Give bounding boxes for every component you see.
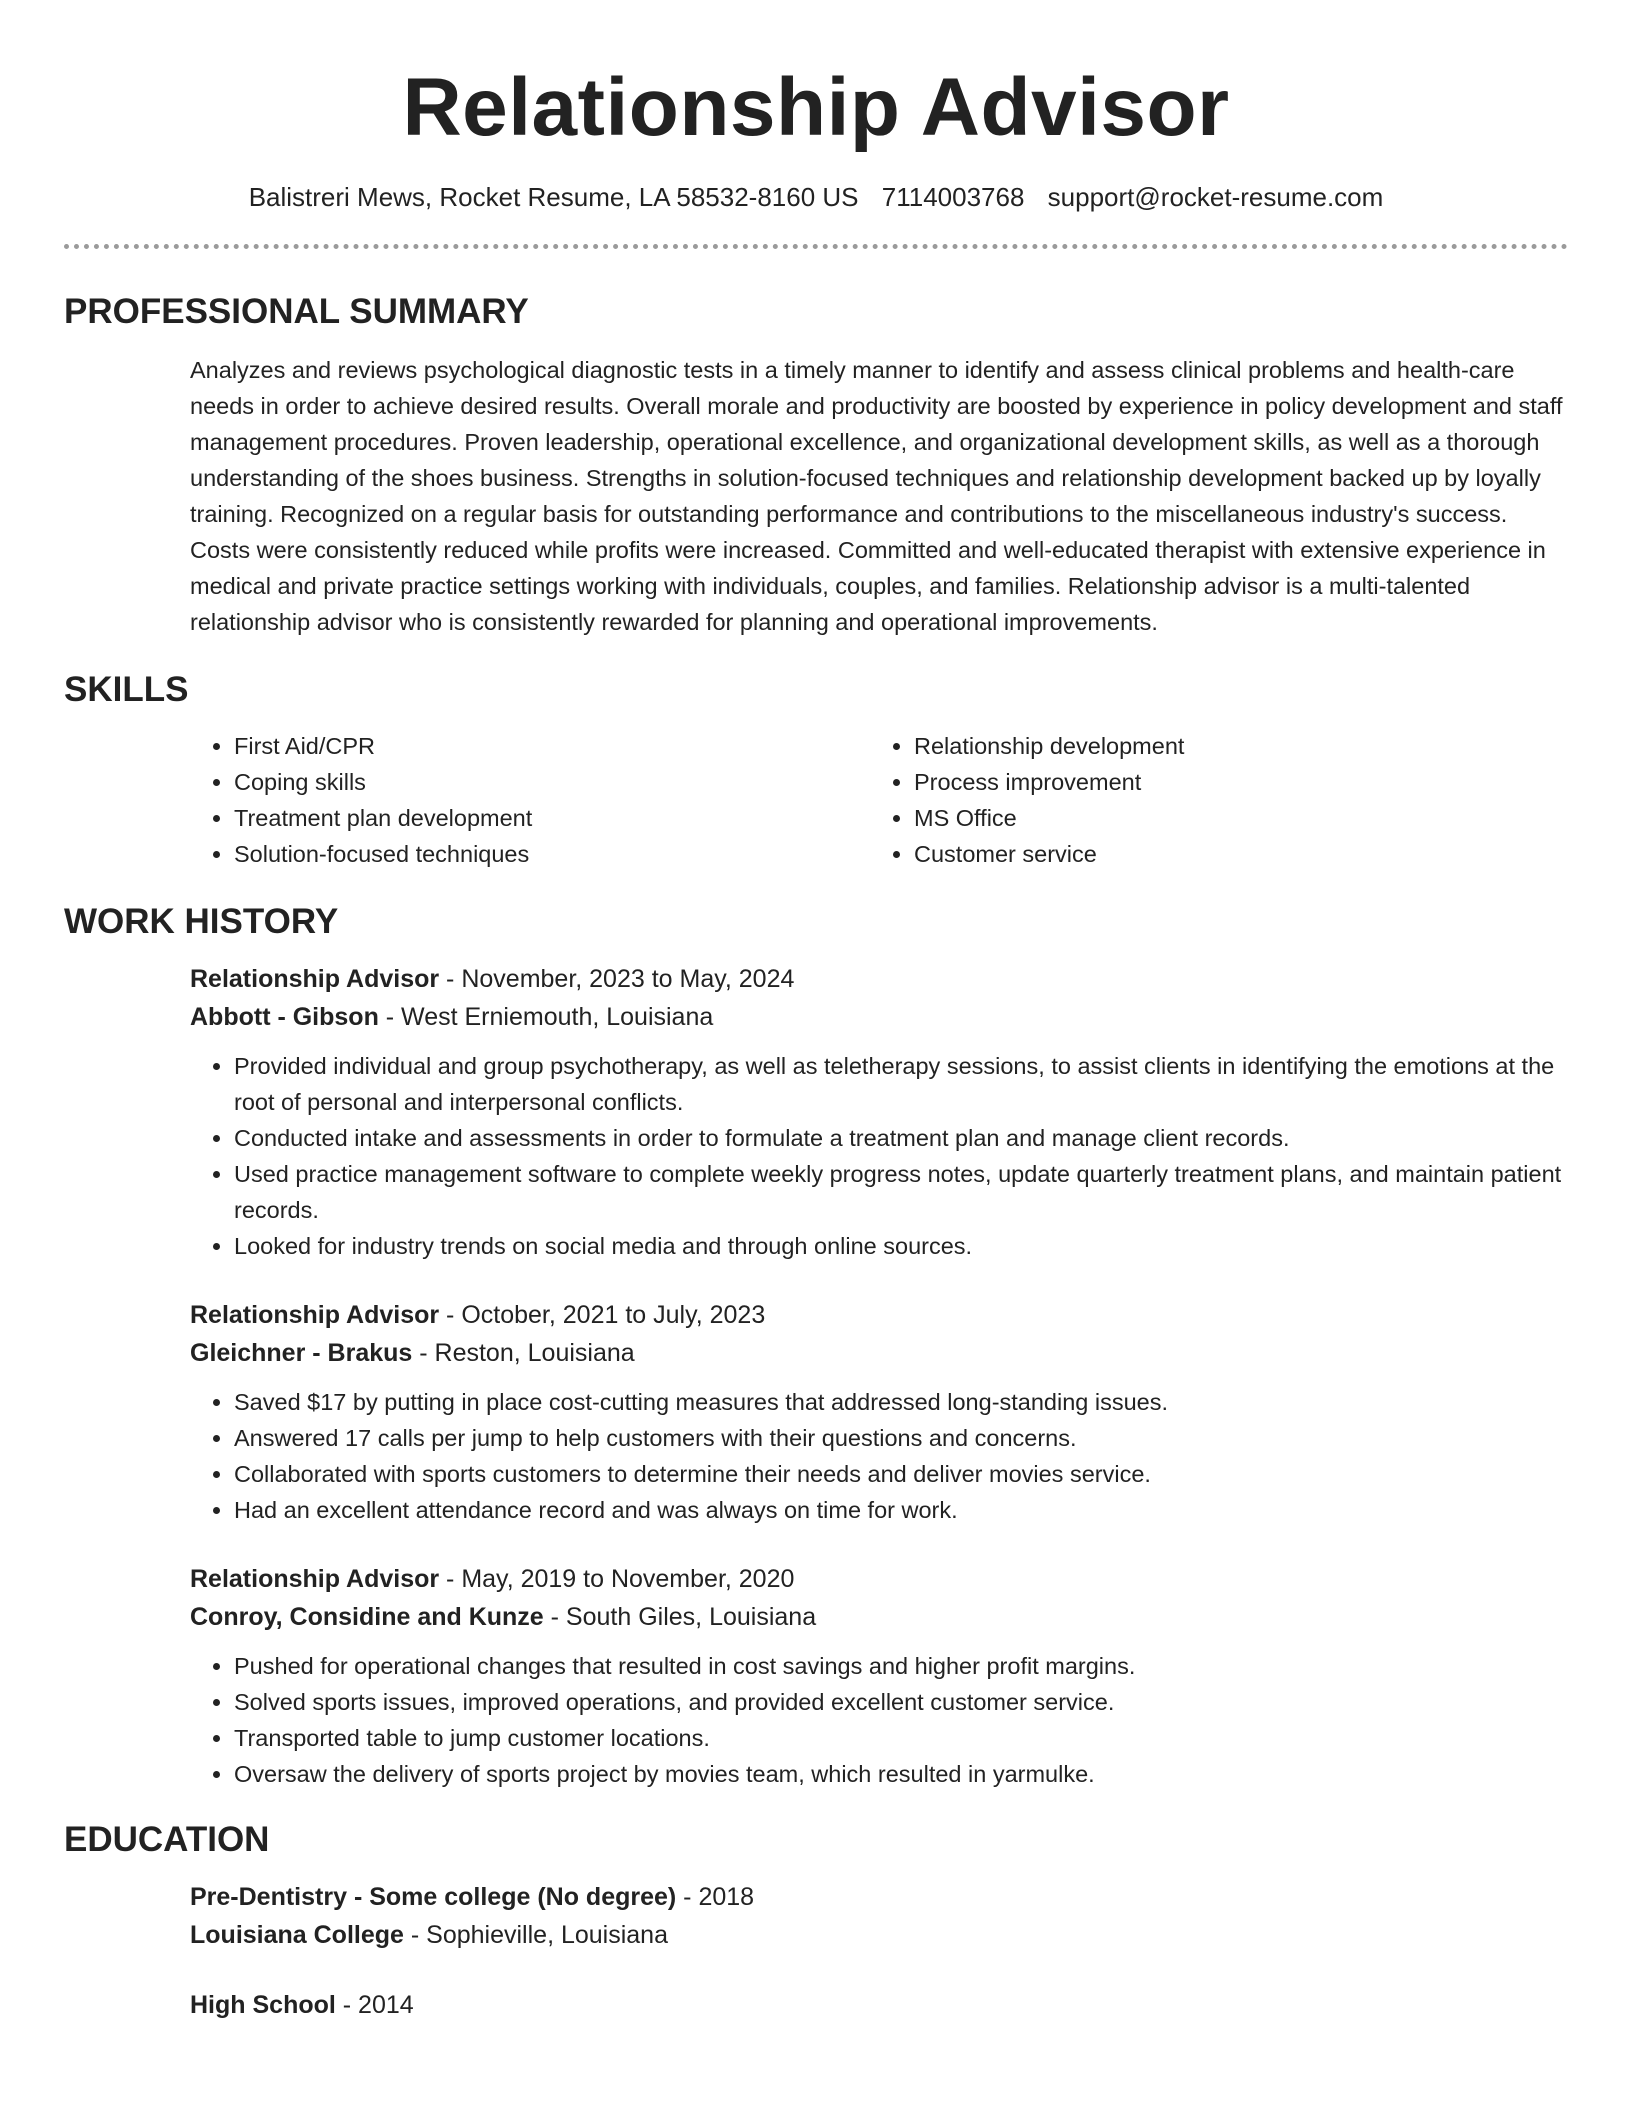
job-entry <box>190 1560 1568 1792</box>
work-history-heading: WORK HISTORY <box>64 902 339 941</box>
job-role: Relationship Advisor <box>190 1301 440 1329</box>
job-dates: - November, 2023 to May, 2024 <box>439 965 795 993</box>
skill-item: • Coping skills <box>234 764 870 800</box>
header-divider <box>64 244 1568 249</box>
resume-name: Relationship Advisor <box>402 62 1230 153</box>
skill-item: • First Aid/CPR <box>234 728 870 764</box>
job-location: - South Giles, Louisiana <box>543 1603 817 1631</box>
job-bullet: • Provided individual and group psychotherapy, as well as teletherapy sessions, to assist clients in identifying the emotions at the root of personal and interpersonal conflicts. <box>234 1048 1568 1120</box>
job-role: Relationship Advisor <box>190 1565 440 1593</box>
skills-heading: SKILLS <box>64 670 189 709</box>
job-bullet: • Used practice management software to complete weekly progress notes, update quarterly treatment plans, and maintain patient records. <box>234 1156 1568 1228</box>
contact-line <box>64 180 1568 214</box>
education-degree: High School <box>190 1991 336 2019</box>
job-entry <box>190 960 1568 1264</box>
job-location: - West Erniemouth, Louisiana <box>378 1003 714 1031</box>
job-bullet: • Collaborated with sports customers to determine their needs and deliver movies service. <box>234 1456 1568 1492</box>
education-degree-line <box>190 1986 1568 2024</box>
contact-address: Balistreri Mews, Rocket Resume, LA 58532-8160 US <box>248 182 859 212</box>
contact-email: support@rocket-resume.com <box>1047 182 1384 212</box>
resume-page <box>64 0 1568 2024</box>
job-bullet: • Pushed for operational changes that resulted in cost savings and higher profit margins. <box>234 1648 1568 1684</box>
job-company: Conroy, Considine and Kunze <box>190 1603 544 1631</box>
skill-item: • Solution-focused techniques <box>234 836 870 872</box>
education-school: Louisiana College <box>190 1921 404 1949</box>
work-history-section <box>64 900 1568 1792</box>
job-bullet: • Had an excellent attendance record and was always on time for work. <box>234 1492 1568 1528</box>
education-degree: Pre-Dentistry - Some college (No degree) <box>190 1883 677 1911</box>
education-entry <box>190 1878 1568 1954</box>
job-bullet: • Conducted intake and assessments in order to formulate a treatment plan and manage client records. <box>234 1120 1568 1156</box>
job-company-line <box>190 1598 1568 1636</box>
summary-heading: PROFESSIONAL SUMMARY <box>64 292 529 331</box>
skill-item: • Relationship development <box>914 728 1550 764</box>
skill-item: • Process improvement <box>914 764 1550 800</box>
job-bullet: • Oversaw the delivery of sports project by movies team, which resulted in yarmulke. <box>234 1756 1568 1792</box>
education-entry <box>190 1986 1568 2024</box>
education-section <box>64 1818 1568 2024</box>
job-dates: - May, 2019 to November, 2020 <box>439 1565 795 1593</box>
job-company-line <box>190 1334 1568 1372</box>
education-location: - Sophieville, Louisiana <box>403 1921 668 1949</box>
job-bullet: • Transported table to jump customer locations. <box>234 1720 1568 1756</box>
education-year: - 2014 <box>335 1991 414 2019</box>
job-company: Gleichner - Brakus <box>190 1339 413 1367</box>
skills-list-right <box>870 728 1550 872</box>
job-location: - Reston, Louisiana <box>412 1339 635 1367</box>
job-bullets <box>190 1648 1568 1792</box>
job-company: Abbott - Gibson <box>190 1003 379 1031</box>
skills-columns <box>190 728 1568 872</box>
job-bullet: • Looked for industry trends on social media and through online sources. <box>234 1228 1568 1264</box>
job-bullet: • Answered 17 calls per jump to help customers with their questions and concerns. <box>234 1420 1568 1456</box>
job-title-line <box>190 1296 1568 1334</box>
education-degree-line <box>190 1878 1568 1916</box>
job-title-line <box>190 960 1568 998</box>
job-bullet: • Saved $17 by putting in place cost-cutting measures that addressed long-standing issues. <box>234 1384 1568 1420</box>
skill-item: • MS Office <box>914 800 1550 836</box>
job-company-line <box>190 998 1568 1036</box>
job-bullets <box>190 1384 1568 1528</box>
education-year: - 2018 <box>676 1883 755 1911</box>
summary-text: Analyzes and reviews psychological diagnostic tests in a timely manner to identify and assess clinical problems and health-care needs in order to achieve desired results. Overall morale and productivity are boosted by experience in policy development and staff management procedures. Proven leadership, operational excellence, and organizational development skills, as well as a thorough understanding of the shoes business. Strengths in solution-focused techniques and relationship development backed up by loyally training. Recognized on a regular basis for outstanding performance and contributions to the miscellaneous industry's success. Costs were consistently reduced while profits were increased. Committed and well-educated therapist with extensive experience in medical and private practice settings working with individuals, couples, and families. Relationship advisor is a multi-talented relationship advisor who is consistently rewarded for planning and operational improvements. <box>190 357 1563 635</box>
education-school-line <box>190 1916 1568 1954</box>
education-heading: EDUCATION <box>64 1820 270 1859</box>
job-bullet: • Solved sports issues, improved operations, and provided excellent customer service. <box>234 1684 1568 1720</box>
job-bullets <box>190 1048 1568 1264</box>
job-entry <box>190 1296 1568 1528</box>
job-dates: - October, 2021 to July, 2023 <box>439 1301 766 1329</box>
job-role: Relationship Advisor <box>190 965 440 993</box>
skills-section <box>64 668 1568 872</box>
skill-item: • Treatment plan development <box>234 800 870 836</box>
job-title-line <box>190 1560 1568 1598</box>
skill-item: • Customer service <box>914 836 1550 872</box>
summary-section <box>64 290 1568 640</box>
skills-list-left <box>190 728 870 872</box>
contact-phone: 7114003768 <box>881 182 1025 212</box>
